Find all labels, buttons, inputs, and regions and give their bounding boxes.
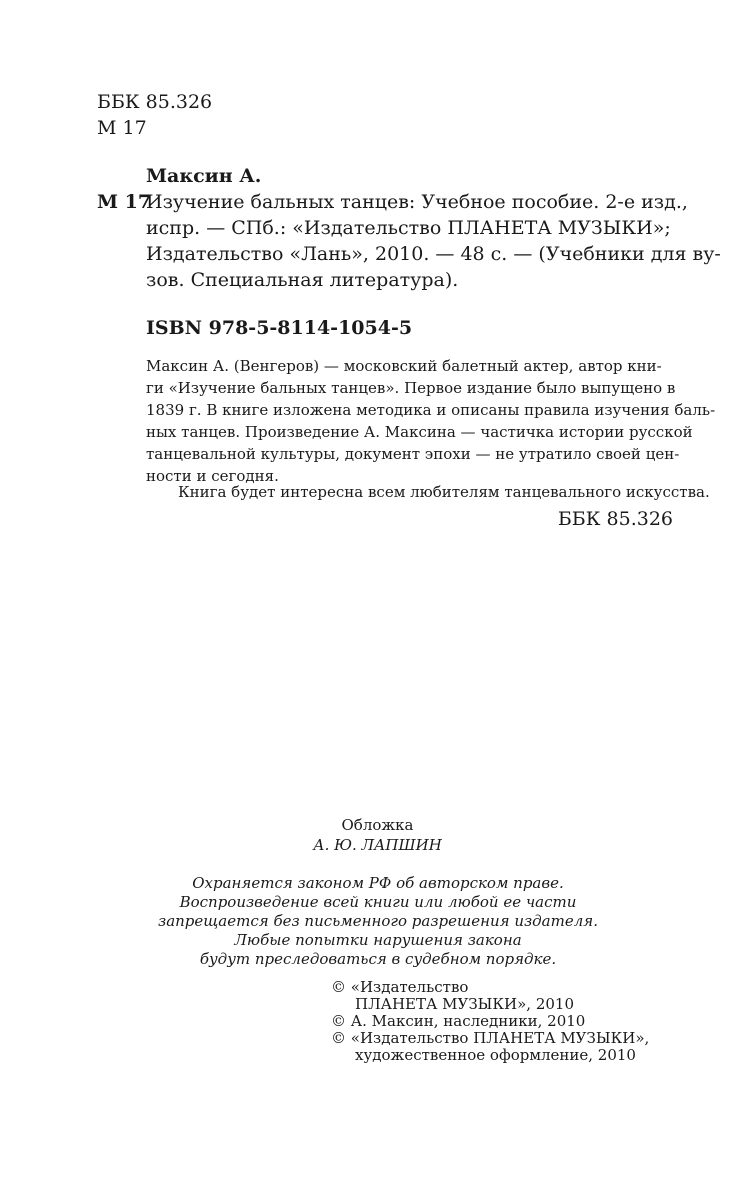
copyright-line: © А. Максин, наследники, 2010 — [331, 1012, 586, 1030]
author-name: Максин А. — [146, 165, 262, 187]
legal-notice-line: запрещается без письменного разрешения издателя. — [158, 912, 598, 930]
bbk-code-bottom: ББК 85.326 — [557, 508, 673, 530]
legal-notice-line: Любые попытки нарушения закона — [234, 931, 522, 949]
bibliographic-line: Изучение бальных танцев: Учебное пособие. 2-е изд., — [146, 191, 688, 213]
copyright-line: ПЛАНЕТА МУЗЫКИ», 2010 — [355, 995, 575, 1013]
annotation-line: 1839 г. В книге изложена методика и описаны правила изучения баль- — [146, 401, 716, 419]
author-mark-top: М 17 — [97, 117, 147, 139]
annotation-line: Максин А. (Венгеров) — московский балетный актер, автор кни- — [146, 357, 662, 375]
cover-artist-name: А. Ю. ЛАПШИН — [313, 836, 442, 854]
isbn: ISBN 978-5-8114-1054-5 — [146, 317, 413, 339]
copyright-line: художественное оформление, 2010 — [355, 1046, 636, 1064]
cover-credit-label: Обложка — [341, 816, 414, 834]
bibliographic-line: Издательство «Лань», 2010. — 48 с. — (Учебники для ву- — [146, 243, 721, 265]
bibliographic-line: испр. — СПб.: «Издательство ПЛАНЕТА МУЗЫКИ»; — [146, 217, 671, 239]
legal-notice-line: будут преследоваться в судебном порядке. — [199, 950, 557, 968]
bibliographic-line: зов. Специальная литература). — [146, 269, 459, 291]
legal-notice-line: Охраняется законом РФ об авторском праве. — [192, 874, 564, 892]
bbk-code-top: ББК 85.326 — [97, 91, 213, 113]
legal-notice-line: Воспроизведение всей книги или любой ее части — [179, 893, 577, 911]
annotation-line: танцевальной культуры, документ эпохи — не утратило своей цен- — [146, 445, 680, 463]
author-mark: М 17 — [97, 191, 152, 213]
copyright-line: © «Издательство ПЛАНЕТА МУЗЫКИ», — [331, 1029, 650, 1047]
copyright-line: © «Издательство — [331, 978, 469, 996]
annotation-line: Книга будет интересна всем любителям танцевального искусства. — [178, 483, 710, 501]
annotation-line: ги «Изучение бальных танцев». Первое издание было выпущено в — [146, 379, 676, 397]
annotation-line: ности и сегодня. — [146, 467, 279, 485]
annotation-line: ных танцев. Произведение А. Максина — частичка истории русской — [146, 423, 693, 441]
